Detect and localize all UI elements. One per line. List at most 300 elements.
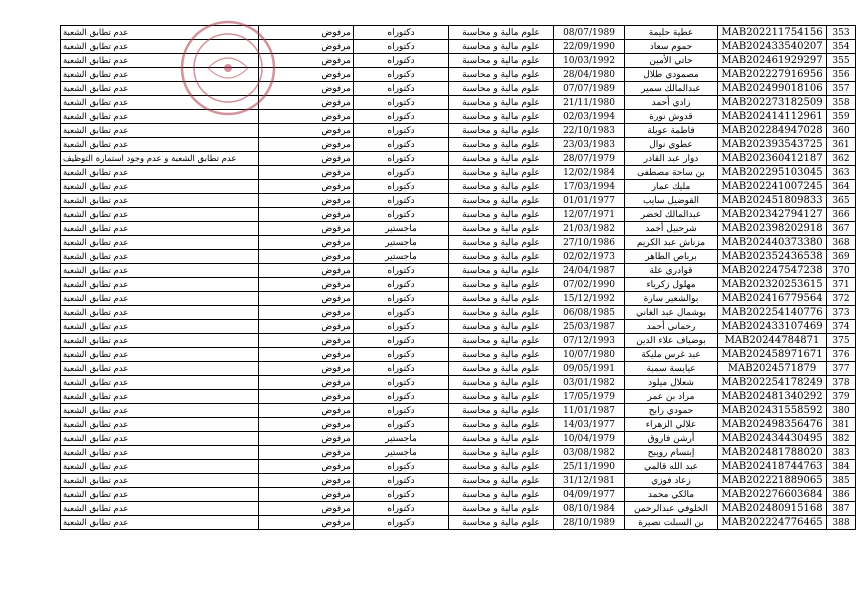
birth-date-cell: 10/04/1979 xyxy=(554,432,625,446)
specialty-cell: علوم مالية و محاسبة xyxy=(449,474,554,488)
row-number-cell: 353 xyxy=(827,26,856,40)
status-cell: مرفوض xyxy=(259,334,354,348)
birth-date-cell: 11/01/1987 xyxy=(554,404,625,418)
table-row xyxy=(61,124,856,138)
birth-date-cell: 12/07/1971 xyxy=(554,208,625,222)
status-cell: مرفوض xyxy=(259,180,354,194)
registration-code-cell: MAB202416779564 xyxy=(718,292,827,306)
table-row xyxy=(61,278,856,292)
specialty-cell: علوم مالية و محاسبة xyxy=(449,278,554,292)
registration-code-cell: MAB202461929297 xyxy=(718,54,827,68)
table-row xyxy=(61,68,856,82)
rejection-reason-cell: عدم تطابق الشعبة xyxy=(61,138,259,152)
status-cell: مرفوض xyxy=(259,68,354,82)
status-cell: مرفوض xyxy=(259,292,354,306)
table-row xyxy=(61,404,856,418)
rejection-reason-cell: عدم تطابق الشعبة xyxy=(61,460,259,474)
candidate-name-cell: عبدالمالك لخضر xyxy=(625,208,718,222)
row-number-cell: 369 xyxy=(827,250,856,264)
rejection-reason-cell: عدم تطابق الشعبة xyxy=(61,320,259,334)
table-row xyxy=(61,376,856,390)
registration-code-cell: MAB20244784871 xyxy=(718,334,827,348)
rejection-reason-cell: عدم تطابق الشعبة xyxy=(61,194,259,208)
specialty-cell: علوم مالية و محاسبة xyxy=(449,376,554,390)
row-number-cell: 388 xyxy=(827,516,856,530)
registration-code-cell: MAB202433540207 xyxy=(718,40,827,54)
candidate-name-cell: بوالشعير سارة xyxy=(625,292,718,306)
degree-cell: دكتوراه xyxy=(354,152,449,166)
degree-cell: دكتوراه xyxy=(354,194,449,208)
candidate-name-cell: قدوش نورة xyxy=(625,110,718,124)
status-cell: مرفوض xyxy=(259,138,354,152)
row-number-cell: 384 xyxy=(827,460,856,474)
status-cell: مرفوض xyxy=(259,194,354,208)
table-row xyxy=(61,474,856,488)
degree-cell: دكتوراه xyxy=(354,124,449,138)
candidate-name-cell: دوار عبد القادر xyxy=(625,152,718,166)
row-number-cell: 358 xyxy=(827,96,856,110)
birth-date-cell: 03/08/1982 xyxy=(554,446,625,460)
birth-date-cell: 04/09/1977 xyxy=(554,488,625,502)
table-row xyxy=(61,432,856,446)
specialty-cell: علوم مالية و محاسبة xyxy=(449,320,554,334)
birth-date-cell: 01/01/1977 xyxy=(554,194,625,208)
status-cell: مرفوض xyxy=(259,432,354,446)
specialty-cell: علوم مالية و محاسبة xyxy=(449,166,554,180)
row-number-cell: 363 xyxy=(827,166,856,180)
birth-date-cell: 17/03/1994 xyxy=(554,180,625,194)
registration-code-cell: MAB202431558592 xyxy=(718,404,827,418)
birth-date-cell: 09/05/1991 xyxy=(554,362,625,376)
degree-cell: دكتوراه xyxy=(354,390,449,404)
rejection-reason-cell: عدم تطابق الشعبة xyxy=(61,250,259,264)
row-number-cell: 361 xyxy=(827,138,856,152)
table-row xyxy=(61,488,856,502)
row-number-cell: 374 xyxy=(827,320,856,334)
candidate-name-cell: عبدالمالك سمير xyxy=(625,82,718,96)
registration-code-cell: MAB202360412187 xyxy=(718,152,827,166)
specialty-cell: علوم مالية و محاسبة xyxy=(449,432,554,446)
birth-date-cell: 03/01/1982 xyxy=(554,376,625,390)
row-number-cell: 356 xyxy=(827,68,856,82)
birth-date-cell: 22/09/1990 xyxy=(554,40,625,54)
registration-code-cell: MAB202221889065 xyxy=(718,474,827,488)
candidate-name-cell: حاتي الأمين xyxy=(625,54,718,68)
degree-cell: دكتوراه xyxy=(354,306,449,320)
table-row xyxy=(61,264,856,278)
rejection-reason-cell: عدم تطابق الشعبة xyxy=(61,110,259,124)
specialty-cell: علوم مالية و محاسبة xyxy=(449,54,554,68)
registration-code-cell: MAB202224776465 xyxy=(718,516,827,530)
table-row xyxy=(61,54,856,68)
degree-cell: دكتوراه xyxy=(354,348,449,362)
row-number-cell: 382 xyxy=(827,432,856,446)
table-row xyxy=(61,320,856,334)
candidate-name-cell: مليك عمار xyxy=(625,180,718,194)
rejection-reason-cell: عدم تطابق الشعبة xyxy=(61,488,259,502)
rejection-reason-cell: عدم تطابق الشعبة xyxy=(61,474,259,488)
degree-cell: ماجستير xyxy=(354,250,449,264)
birth-date-cell: 08/07/1989 xyxy=(554,26,625,40)
rejection-reason-cell: عدم تطابق الشعبة xyxy=(61,222,259,236)
registration-code-cell: MAB202241007245 xyxy=(718,180,827,194)
rejection-reason-cell: عدم تطابق الشعبة xyxy=(61,292,259,306)
degree-cell: دكتوراه xyxy=(354,460,449,474)
specialty-cell: علوم مالية و محاسبة xyxy=(449,418,554,432)
rejection-reason-cell: عدم تطابق الشعبة xyxy=(61,82,259,96)
specialty-cell: علوم مالية و محاسبة xyxy=(449,348,554,362)
rejection-reason-cell: عدم تطابق الشعبة xyxy=(61,446,259,460)
status-cell: مرفوض xyxy=(259,348,354,362)
registration-code-cell: MAB202440373380 xyxy=(718,236,827,250)
specialty-cell: علوم مالية و محاسبة xyxy=(449,446,554,460)
candidate-name-cell: علالي الزهراء xyxy=(625,418,718,432)
degree-cell: ماجستير xyxy=(354,236,449,250)
status-cell: مرفوض xyxy=(259,124,354,138)
status-cell: مرفوض xyxy=(259,460,354,474)
status-cell: مرفوض xyxy=(259,250,354,264)
birth-date-cell: 21/03/1982 xyxy=(554,222,625,236)
registration-code-cell: MAB202254178249 xyxy=(718,376,827,390)
candidate-name-cell: بن السبلت نصيرة xyxy=(625,516,718,530)
status-cell: مرفوض xyxy=(259,320,354,334)
row-number-cell: 354 xyxy=(827,40,856,54)
candidate-name-cell: مصمودي طلال xyxy=(625,68,718,82)
birth-date-cell: 27/10/1986 xyxy=(554,236,625,250)
table-row xyxy=(61,334,856,348)
table-row xyxy=(61,222,856,236)
specialty-cell: علوم مالية و محاسبة xyxy=(449,222,554,236)
degree-cell: دكتوراه xyxy=(354,40,449,54)
specialty-cell: علوم مالية و محاسبة xyxy=(449,110,554,124)
degree-cell: دكتوراه xyxy=(354,96,449,110)
rejection-reason-cell: عدم تطابق الشعبة xyxy=(61,376,259,390)
birth-date-cell: 10/07/1980 xyxy=(554,348,625,362)
rejection-reason-cell: عدم تطابق الشعبة xyxy=(61,236,259,250)
row-number-cell: 372 xyxy=(827,292,856,306)
degree-cell: دكتوراه xyxy=(354,292,449,306)
birth-date-cell: 10/03/1992 xyxy=(554,54,625,68)
degree-cell: ماجستير xyxy=(354,432,449,446)
table-row xyxy=(61,250,856,264)
rejection-reason-cell: عدم تطابق الشعبة xyxy=(61,208,259,222)
degree-cell: دكتوراه xyxy=(354,502,449,516)
row-number-cell: 370 xyxy=(827,264,856,278)
degree-cell: دكتوراه xyxy=(354,320,449,334)
candidate-name-cell: بوضياف علاء الدين xyxy=(625,334,718,348)
rejection-reason-cell: عدم تطابق الشعبة xyxy=(61,348,259,362)
table-row xyxy=(61,152,856,166)
specialty-cell: علوم مالية و محاسبة xyxy=(449,68,554,82)
table-row xyxy=(61,26,856,40)
degree-cell: دكتوراه xyxy=(354,82,449,96)
table-row xyxy=(61,110,856,124)
degree-cell: دكتوراه xyxy=(354,362,449,376)
table-row xyxy=(61,96,856,110)
birth-date-cell: 07/02/1990 xyxy=(554,278,625,292)
birth-date-cell: 25/03/1987 xyxy=(554,320,625,334)
table-row xyxy=(61,180,856,194)
degree-cell: دكتوراه xyxy=(354,334,449,348)
status-cell: مرفوض xyxy=(259,362,354,376)
table-row xyxy=(61,516,856,530)
rejection-reason-cell: عدم تطابق الشعبة xyxy=(61,362,259,376)
rejection-reason-cell: عدم تطابق الشعبة xyxy=(61,432,259,446)
birth-date-cell: 07/07/1989 xyxy=(554,82,625,96)
row-number-cell: 387 xyxy=(827,502,856,516)
specialty-cell: علوم مالية و محاسبة xyxy=(449,264,554,278)
table-row xyxy=(61,138,856,152)
rejection-reason-cell: عدم تطابق الشعبة xyxy=(61,502,259,516)
specialty-cell: علوم مالية و محاسبة xyxy=(449,362,554,376)
candidate-name-cell: مهلول زكرياء xyxy=(625,278,718,292)
row-number-cell: 367 xyxy=(827,222,856,236)
table-row xyxy=(61,40,856,54)
row-number-cell: 360 xyxy=(827,124,856,138)
row-number-cell: 385 xyxy=(827,474,856,488)
row-number-cell: 359 xyxy=(827,110,856,124)
registration-code-cell: MAB202433107469 xyxy=(718,320,827,334)
candidate-name-cell: رحماني أحمد xyxy=(625,320,718,334)
birth-date-cell: 02/02/1973 xyxy=(554,250,625,264)
birth-date-cell: 02/03/1994 xyxy=(554,110,625,124)
candidate-name-cell: برباص الطاهر xyxy=(625,250,718,264)
birth-date-cell: 28/10/1989 xyxy=(554,516,625,530)
registration-code-cell: MAB202414112961 xyxy=(718,110,827,124)
row-number-cell: 376 xyxy=(827,348,856,362)
registration-code-cell: MAB202284947028 xyxy=(718,124,827,138)
row-number-cell: 371 xyxy=(827,278,856,292)
row-number-cell: 381 xyxy=(827,418,856,432)
row-number-cell: 378 xyxy=(827,376,856,390)
degree-cell: دكتوراه xyxy=(354,68,449,82)
specialty-cell: علوم مالية و محاسبة xyxy=(449,306,554,320)
degree-cell: دكتوراه xyxy=(354,54,449,68)
row-number-cell: 377 xyxy=(827,362,856,376)
degree-cell: دكتوراه xyxy=(354,516,449,530)
table-row xyxy=(61,194,856,208)
specialty-cell: علوم مالية و محاسبة xyxy=(449,26,554,40)
candidate-name-cell: زادي أحمد xyxy=(625,96,718,110)
candidate-name-cell: بوشمال عبد الغاني xyxy=(625,306,718,320)
degree-cell: دكتوراه xyxy=(354,166,449,180)
table-row xyxy=(61,502,856,516)
registration-code-cell: MAB2024571879 xyxy=(718,362,827,376)
specialty-cell: علوم مالية و محاسبة xyxy=(449,516,554,530)
birth-date-cell: 08/10/1984 xyxy=(554,502,625,516)
registration-code-cell: MAB202295103045 xyxy=(718,166,827,180)
birth-date-cell: 28/07/1979 xyxy=(554,152,625,166)
table-row xyxy=(61,306,856,320)
candidate-name-cell: الخلوفي عبدالرحمن xyxy=(625,502,718,516)
specialty-cell: علوم مالية و محاسبة xyxy=(449,292,554,306)
status-cell: مرفوض xyxy=(259,96,354,110)
registration-code-cell: MAB202481788020 xyxy=(718,446,827,460)
registration-code-cell: MAB202393543725 xyxy=(718,138,827,152)
status-cell: مرفوض xyxy=(259,110,354,124)
table-row xyxy=(61,82,856,96)
birth-date-cell: 23/03/1983 xyxy=(554,138,625,152)
status-cell: مرفوض xyxy=(259,516,354,530)
rejection-reason-cell: عدم تطابق الشعبة xyxy=(61,26,259,40)
candidates-table xyxy=(60,25,856,530)
registration-code-cell: MAB202247547238 xyxy=(718,264,827,278)
degree-cell: دكتوراه xyxy=(354,180,449,194)
candidate-name-cell: قوادري علة xyxy=(625,264,718,278)
specialty-cell: علوم مالية و محاسبة xyxy=(449,194,554,208)
row-number-cell: 357 xyxy=(827,82,856,96)
degree-cell: ماجستير xyxy=(354,222,449,236)
degree-cell: دكتوراه xyxy=(354,278,449,292)
candidate-name-cell: عبد الله قالمي xyxy=(625,460,718,474)
birth-date-cell: 28/04/1980 xyxy=(554,68,625,82)
rejection-reason-cell: عدم تطابق الشعبة xyxy=(61,278,259,292)
registration-code-cell: MAB202498356476 xyxy=(718,418,827,432)
table-row xyxy=(61,236,856,250)
candidate-name-cell: بن ساحة مصطفى xyxy=(625,166,718,180)
registration-code-cell: MAB202480915168 xyxy=(718,502,827,516)
rejection-reason-cell: عدم تطابق الشعبة xyxy=(61,180,259,194)
status-cell: مرفوض xyxy=(259,404,354,418)
candidate-name-cell: مزناش عبد الكريم xyxy=(625,236,718,250)
specialty-cell: علوم مالية و محاسبة xyxy=(449,82,554,96)
birth-date-cell: 14/03/1977 xyxy=(554,418,625,432)
candidate-name-cell: فاطمة عويلة xyxy=(625,124,718,138)
rejection-reason-cell: عدم تطابق الشعبة xyxy=(61,306,259,320)
registration-code-cell: MAB202451809833 xyxy=(718,194,827,208)
row-number-cell: 386 xyxy=(827,488,856,502)
row-number-cell: 364 xyxy=(827,180,856,194)
degree-cell: دكتوراه xyxy=(354,26,449,40)
status-cell: مرفوض xyxy=(259,264,354,278)
candidate-name-cell: زعاد فوزي xyxy=(625,474,718,488)
registration-code-cell: MAB202276603684 xyxy=(718,488,827,502)
rejection-reason-cell: عدم تطابق الشعبة xyxy=(61,404,259,418)
registration-code-cell: MAB202273182509 xyxy=(718,96,827,110)
rejection-reason-cell: عدم تطابق الشعبة xyxy=(61,334,259,348)
candidate-name-cell: إبتسام رويبح xyxy=(625,446,718,460)
birth-date-cell: 15/12/1992 xyxy=(554,292,625,306)
table-body xyxy=(61,26,856,530)
specialty-cell: علوم مالية و محاسبة xyxy=(449,502,554,516)
status-cell: مرفوض xyxy=(259,488,354,502)
status-cell: مرفوض xyxy=(259,390,354,404)
candidate-name-cell: حموم سعاد xyxy=(625,40,718,54)
row-number-cell: 379 xyxy=(827,390,856,404)
candidate-name-cell: القوضيل سايب xyxy=(625,194,718,208)
degree-cell: دكتوراه xyxy=(354,110,449,124)
registration-code-cell: MAB202227916956 xyxy=(718,68,827,82)
row-number-cell: 373 xyxy=(827,306,856,320)
candidate-name-cell: أرشن فاروق xyxy=(625,432,718,446)
status-cell: مرفوض xyxy=(259,418,354,432)
status-cell: مرفوض xyxy=(259,446,354,460)
row-number-cell: 362 xyxy=(827,152,856,166)
candidate-name-cell: عطية حليمة xyxy=(625,26,718,40)
rejection-reason-cell: عدم تطابق الشعبة xyxy=(61,166,259,180)
registration-code-cell: MAB202458971671 xyxy=(718,348,827,362)
specialty-cell: علوم مالية و محاسبة xyxy=(449,138,554,152)
specialty-cell: علوم مالية و محاسبة xyxy=(449,390,554,404)
birth-date-cell: 21/11/1980 xyxy=(554,96,625,110)
candidate-name-cell: حمودي رابح xyxy=(625,404,718,418)
birth-date-cell: 07/12/1993 xyxy=(554,334,625,348)
status-cell: مرفوض xyxy=(259,54,354,68)
status-cell: مرفوض xyxy=(259,278,354,292)
table-row xyxy=(61,446,856,460)
specialty-cell: علوم مالية و محاسبة xyxy=(449,96,554,110)
birth-date-cell: 17/05/1979 xyxy=(554,390,625,404)
degree-cell: دكتوراه xyxy=(354,488,449,502)
row-number-cell: 375 xyxy=(827,334,856,348)
table-row xyxy=(61,348,856,362)
registration-code-cell: MAB202418744763 xyxy=(718,460,827,474)
status-cell: مرفوض xyxy=(259,26,354,40)
degree-cell: دكتوراه xyxy=(354,418,449,432)
table-row xyxy=(61,390,856,404)
specialty-cell: علوم مالية و محاسبة xyxy=(449,208,554,222)
degree-cell: ماجستير xyxy=(354,446,449,460)
specialty-cell: علوم مالية و محاسبة xyxy=(449,460,554,474)
table-row xyxy=(61,166,856,180)
birth-date-cell: 22/10/1983 xyxy=(554,124,625,138)
specialty-cell: علوم مالية و محاسبة xyxy=(449,236,554,250)
rejection-reason-cell: عدم تطابق الشعبة xyxy=(61,264,259,278)
specialty-cell: علوم مالية و محاسبة xyxy=(449,40,554,54)
birth-date-cell: 31/12/1981 xyxy=(554,474,625,488)
rejection-reason-cell: عدم تطابق الشعبة xyxy=(61,516,259,530)
degree-cell: دكتوراه xyxy=(354,264,449,278)
status-cell: مرفوض xyxy=(259,152,354,166)
rejection-reason-cell: عدم تطابق الشعبة xyxy=(61,96,259,110)
row-number-cell: 366 xyxy=(827,208,856,222)
birth-date-cell: 24/04/1987 xyxy=(554,264,625,278)
row-number-cell: 383 xyxy=(827,446,856,460)
candidate-name-cell: مراد بن عمر xyxy=(625,390,718,404)
table-row xyxy=(61,292,856,306)
status-cell: مرفوض xyxy=(259,208,354,222)
candidate-name-cell: عطوي نوال xyxy=(625,138,718,152)
specialty-cell: علوم مالية و محاسبة xyxy=(449,124,554,138)
registration-code-cell: MAB202499018106 xyxy=(718,82,827,96)
status-cell: مرفوض xyxy=(259,40,354,54)
rejection-reason-cell: عدم تطابق الشعبة xyxy=(61,124,259,138)
row-number-cell: 368 xyxy=(827,236,856,250)
status-cell: مرفوض xyxy=(259,306,354,320)
status-cell: مرفوض xyxy=(259,82,354,96)
degree-cell: دكتوراه xyxy=(354,208,449,222)
specialty-cell: علوم مالية و محاسبة xyxy=(449,404,554,418)
candidate-name-cell: عبد غرس مليكة xyxy=(625,348,718,362)
rejection-reason-cell: عدم تطابق الشعبة xyxy=(61,418,259,432)
status-cell: مرفوض xyxy=(259,236,354,250)
specialty-cell: علوم مالية و محاسبة xyxy=(449,488,554,502)
rejection-reason-cell: عدم تطابق الشعبة xyxy=(61,390,259,404)
row-number-cell: 380 xyxy=(827,404,856,418)
registration-code-cell: MAB202434430495 xyxy=(718,432,827,446)
status-cell: مرفوض xyxy=(259,376,354,390)
registration-code-cell: MAB202481340292 xyxy=(718,390,827,404)
registration-code-cell: MAB202211754156 xyxy=(718,26,827,40)
status-cell: مرفوض xyxy=(259,502,354,516)
specialty-cell: علوم مالية و محاسبة xyxy=(449,180,554,194)
specialty-cell: علوم مالية و محاسبة xyxy=(449,334,554,348)
specialty-cell: علوم مالية و محاسبة xyxy=(449,152,554,166)
registration-code-cell: MAB202342794127 xyxy=(718,208,827,222)
birth-date-cell: 25/11/1990 xyxy=(554,460,625,474)
status-cell: مرفوض xyxy=(259,166,354,180)
rejection-reason-cell: عدم تطابق الشعبة و عدم وجود استمارة التوظيف xyxy=(61,152,259,166)
